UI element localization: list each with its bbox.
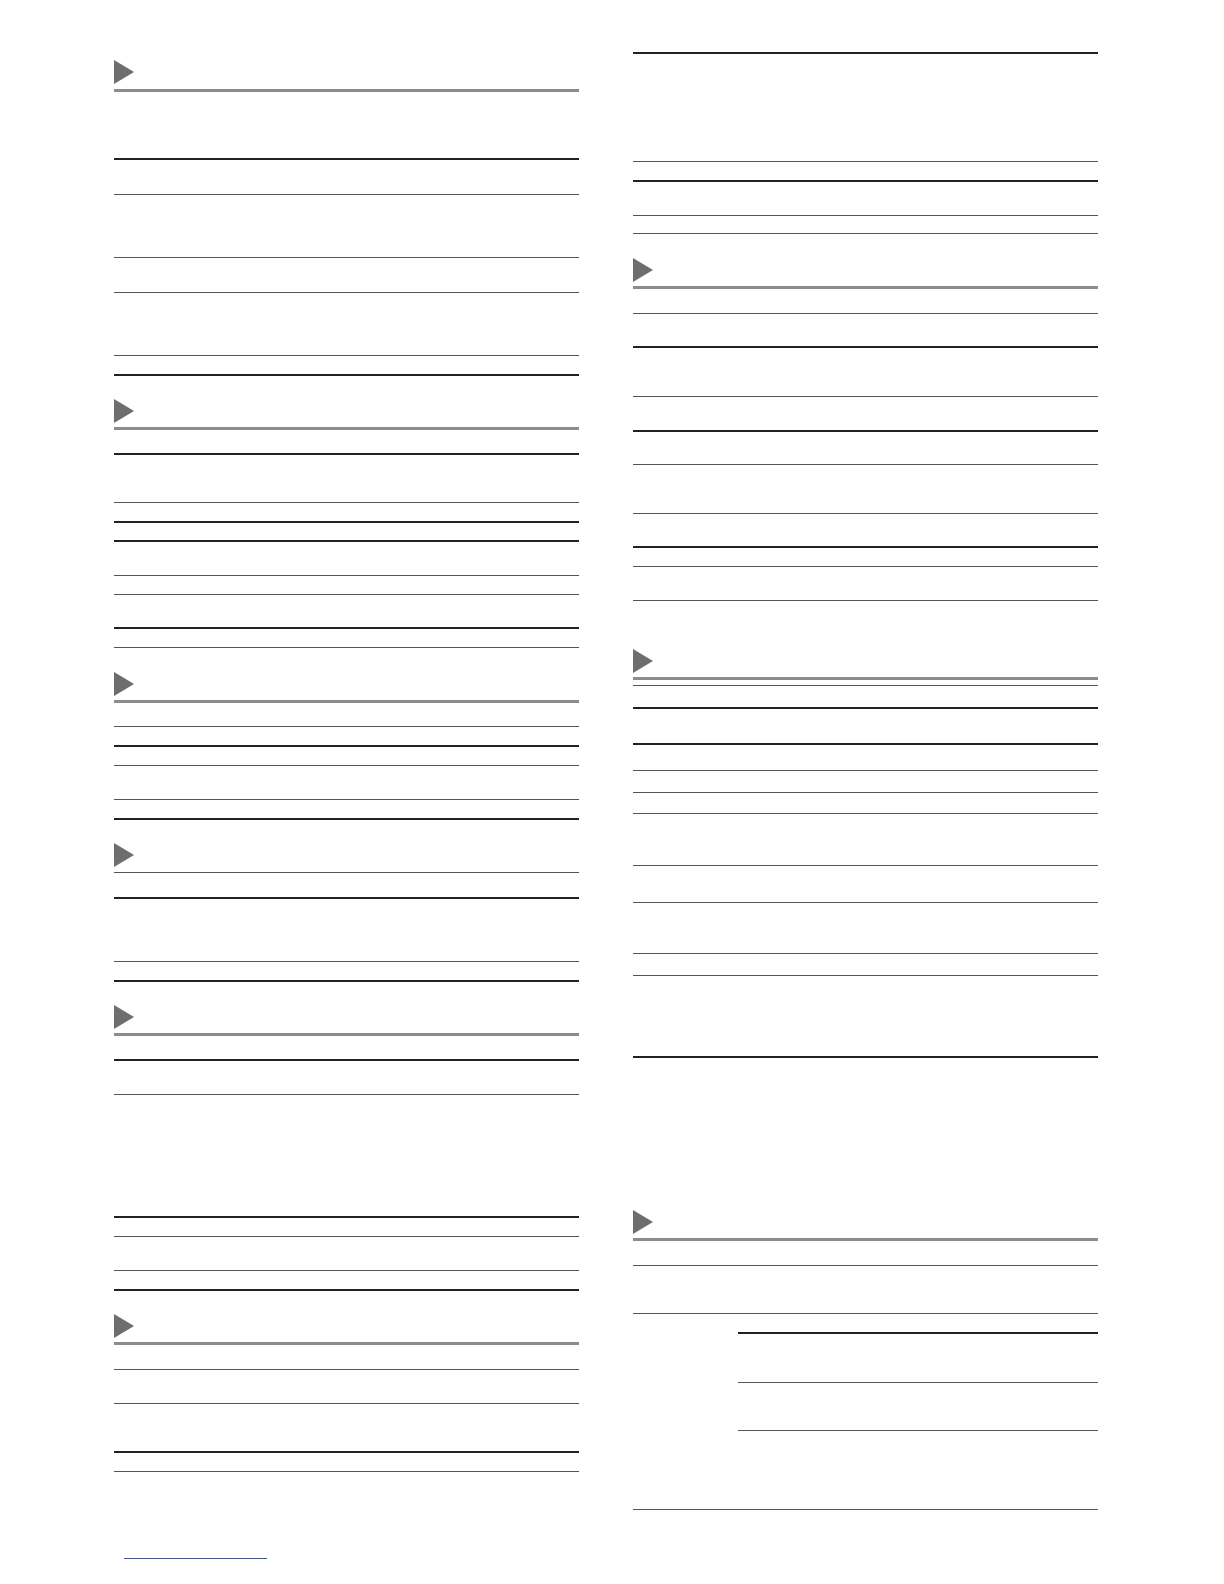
- table-row-rule: [114, 1236, 579, 1237]
- table-row-rule: [633, 813, 1098, 814]
- table-row-rule: [633, 770, 1098, 771]
- table-bottom-rule: [114, 980, 579, 982]
- table-row-rule: [633, 953, 1098, 954]
- table-row-rule: [633, 215, 1098, 216]
- table-row-rule: [633, 1313, 1098, 1314]
- table-row-rule: [114, 1270, 579, 1271]
- table-row-rule: [114, 355, 579, 356]
- table-bottom-rule: [114, 374, 579, 376]
- table-row-rule: [114, 540, 579, 542]
- table-row-rule: [633, 743, 1098, 745]
- subtable-top-rule: [738, 1332, 1098, 1334]
- section-heading-rule: [633, 677, 1098, 680]
- table-top-rule: [114, 1369, 579, 1370]
- table-row-rule: [114, 502, 579, 503]
- table-row-rule: [114, 194, 579, 195]
- table-bottom-rule: [114, 647, 579, 648]
- section-marker-icon: [114, 1314, 134, 1338]
- table-row-rule: [114, 1451, 579, 1453]
- table-row-rule: [114, 627, 579, 629]
- table-row-rule: [633, 792, 1098, 793]
- table-row-rule: [114, 1403, 579, 1404]
- table-row-rule: [633, 902, 1098, 903]
- table-top-rule: [633, 1265, 1098, 1266]
- section-heading-rule: [114, 1033, 579, 1036]
- table-row-rule: [114, 961, 579, 962]
- table-bottom-rule: [633, 1509, 1098, 1510]
- right-column: [633, 0, 1098, 1584]
- section-heading-rule: [114, 700, 579, 703]
- table-bottom-rule: [633, 233, 1098, 234]
- table-row-rule: [633, 566, 1098, 567]
- table-row-rule: [114, 521, 579, 523]
- section-marker-icon: [114, 399, 134, 423]
- section-heading-rule: [114, 1342, 579, 1345]
- section-heading-rule: [114, 872, 579, 873]
- table-row-rule: [633, 546, 1098, 548]
- table-top-rule: [114, 897, 579, 899]
- table-top-rule: [633, 685, 1098, 686]
- table-row-rule: [114, 745, 579, 747]
- table-top-rule: [633, 52, 1098, 54]
- table-top-rule: [114, 726, 579, 727]
- table-top-rule: [114, 1059, 579, 1061]
- table-bottom-rule: [114, 1471, 579, 1472]
- table-row-rule: [633, 161, 1098, 162]
- table-row-rule: [114, 1094, 579, 1095]
- table-row-rule: [114, 799, 579, 800]
- table-row-rule: [633, 975, 1098, 976]
- section-marker-icon: [633, 1210, 653, 1234]
- footnote-rule: [124, 1558, 267, 1559]
- table-row-rule: [633, 513, 1098, 514]
- table-top-rule: [633, 313, 1098, 314]
- table-row-rule: [114, 575, 579, 576]
- section-heading-rule: [114, 427, 579, 430]
- section-marker-icon: [114, 843, 134, 867]
- table-row-rule: [633, 707, 1098, 709]
- section-heading-rule: [633, 1238, 1098, 1241]
- table-row-rule: [633, 430, 1098, 432]
- table-row-rule: [633, 180, 1098, 182]
- table-row-rule: [633, 865, 1098, 866]
- table-row-rule: [633, 396, 1098, 397]
- section-marker-icon: [114, 672, 134, 696]
- table-row-rule: [633, 464, 1098, 465]
- section-marker-icon: [114, 1005, 134, 1029]
- section-heading-rule: [633, 286, 1098, 289]
- left-column: [114, 0, 579, 1584]
- table-bottom-rule: [114, 818, 579, 820]
- table-bottom-rule: [114, 1289, 579, 1291]
- table-bottom-rule: [633, 600, 1098, 601]
- table-row-rule: [114, 765, 579, 766]
- subtable-row-rule: [738, 1430, 1098, 1431]
- table-top-rule: [114, 158, 579, 160]
- section-marker-icon: [633, 649, 653, 673]
- table-row-rule: [114, 1216, 579, 1218]
- table-bottom-rule: [633, 1056, 1098, 1058]
- table-row-rule: [114, 292, 579, 293]
- subtable-row-rule: [738, 1382, 1098, 1383]
- table-row-rule: [114, 257, 579, 258]
- table-row-rule: [114, 594, 579, 595]
- table-row-rule: [633, 346, 1098, 348]
- section-marker-icon: [114, 60, 134, 84]
- table-top-rule: [114, 453, 579, 455]
- section-heading-rule: [114, 89, 579, 92]
- section-marker-icon: [633, 258, 653, 282]
